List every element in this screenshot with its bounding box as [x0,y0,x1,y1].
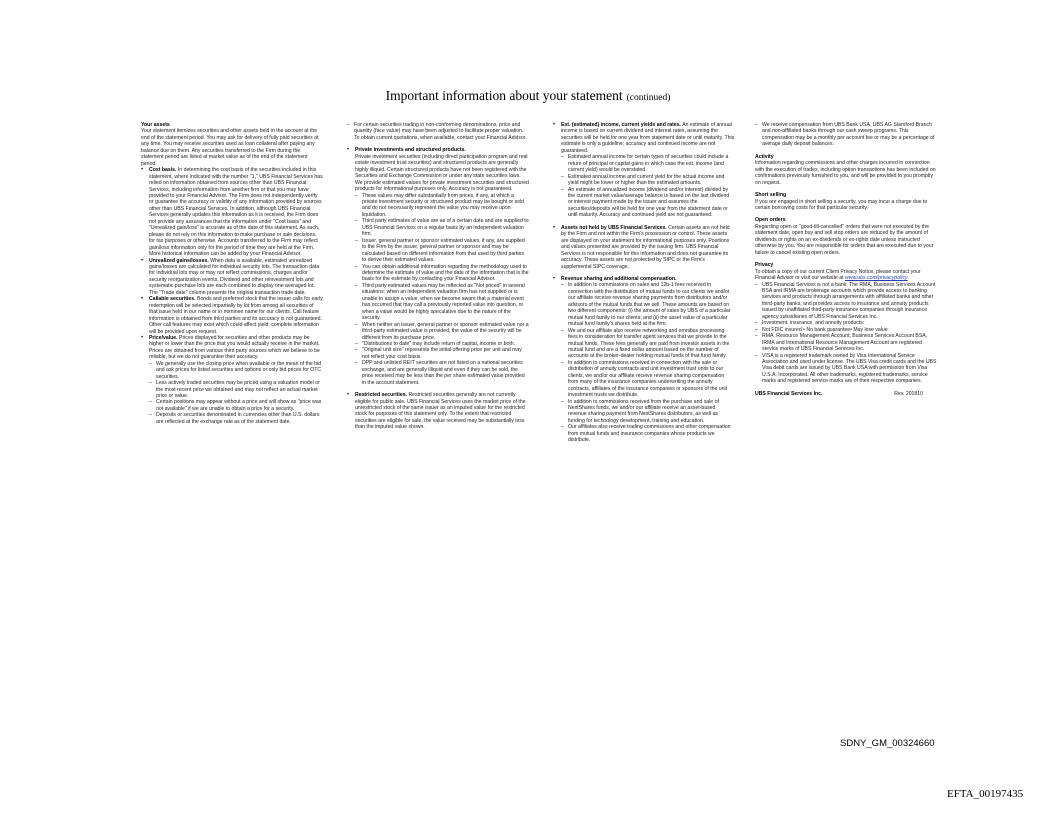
activity-heading: Activity [755,153,774,160]
est-item [553,122,735,154]
private-investments-section [347,147,529,386]
privacy-body: To obtain a copy of our current Client Privacy Notice, please contact your Financial Advisor or visit our website at [755,268,921,282]
list-item: – When neither an issuer, general partner or sponsor estimated value nor a third-party estimated value is provided, the value of the security will be different from its purchase price. [355,322,529,341]
unrealized-text: When data is available, estimated unrealized gains/losses are calculated for individual security lots. The transaction data for individual lots may or may not reflect commissions, charges and/or security reorganization events. Dividend and other reinvestment lots and systematic purchase lots are each combined to display one averaged lot. The "Trade date" column presents the original transaction trade date. [149,257,320,296]
list-item: – In addition to commissions received in connection with the sale or distribution of annuity contracts and unit investment trust units to our clients, we and/or our affiliate receive revenue sharing compensation from many of the insurance companies underwriting the annuity contracts, affiliates of the insurance companies or sponsors of the unit investment trusts we distribute. [561,360,735,399]
price-continued-list [347,122,529,141]
company-footer [755,391,923,397]
activity-section [755,154,937,186]
open-orders-text: Regarding open or "good-till-cancelled" orders that were not executed by the statement date, open buy and sell stop orders are reduced by the amount of dividends or rights on an ex-dividends or ex-rights date unless instructed otherwise by you. You are responsible for orders that are executed due to your failure to cancel existing open orders. [755,223,934,256]
list-item: – VISA is a registered trademark owned by Visa International Service Association and used under license. The UBS Visa credit cards and the UBS Visa debit cards are issued by UBS Bank USA with permission from Visa U.S.A. Incorporated. All other trademarks, registered trademarks, service marks and registered service marks are of their respective companies. [755,353,937,385]
list-item: – "Original unit size" represents the initial offering price per unit and may not reflect your cost basis. [355,347,529,360]
private-lead: Private investments and structured products. [355,147,466,154]
revenue-lead: Revenue sharing and additional compensation. [561,275,677,282]
short-selling-section [755,192,937,211]
list-item: – UBS Financial Services is not a bank. The RMA, Business Services Account BSA and IRMA are brokerage accounts which provide access to banking services and products through arrangements with affiliated banks and other third-party banks, and provides access to insurance and annuity products issued by unaffiliated third-party insurance companies through insurance agency subsidiaries of UBS Financial Services Inc. [755,282,937,321]
your-assets-intro: Your statement itemizes securities and other assets held in the account at the end of the statement period. You may ask for delivery of fully paid securities at any time. You may receive securities used as loan collateral after paying any balance due on them. Any securities transferred to the Firm during the statement period are listed at market value as of the end of the statement period. [141,128,319,167]
private-item [347,147,529,192]
private-dash-list [355,193,529,387]
revision-label: Rev. 201810 [894,390,923,397]
list-item: – These values may differ substantially from prices, if any, at which a private investment security or structured product may be bought or sold and do not necessarily represent the value you may receive upon liquidation. [355,193,529,219]
short-selling-heading: Short selling [755,192,787,199]
est-lead: Est. (estimated) income, current yields and rates. [561,122,681,128]
assets-item [553,225,735,270]
title-text: Important information about your statement [385,88,623,103]
list-item: – We generally use the closing price when available or the mean of the bid and ask prices for listed securities and options or only bid prices for OTC securities. [149,361,323,380]
list-item: – Estimated annual income for certain types of securities could include a return of principal or capital gains in which case the est. income (and current yield) would be overstated. [561,154,735,173]
column-3 [553,122,735,450]
privacy-dash-list [755,282,937,385]
restricted-item [347,392,529,431]
column-4 [755,122,937,397]
cost-basis-text: In determining the cost basis of the securities included in this statement, where indicated with the number "1," UBS Financial Services has relied on information obtained from sources other than UBS Financial Services, including information from another firm or that you may have provided to your Financial Advisor. The Firm does not independently verify or guarantee the accuracy or validity of any information provided by sources other than UBS Financial Services. In addition, although UBS Financial Services generally updates this information as it is received, the Firm does not provide any assurances that the information under "Cost basis" and "Unrealized gain/loss" is accurate as of the date of this statement. As such, please do not rely on this information to make purchase or sale decisions, for tax purposes or otherwise. Accounts transferred to the Firm may reflect gain/loss information only for the period of time they are held at the Firm. More historical information can be added by your Financial Advisor. [149,167,323,258]
column-1 [141,122,323,431]
estimated-income-section [553,122,735,219]
your-assets-bullets [141,167,323,361]
callable-item [141,296,323,335]
list-item: – We and our affiliate also receive networking and omnibus processing fees in consideration for transfer agent services that we provide to the mutual funds. These fees generally are paid from investor assets in the mutual fund and are a fixed dollar amount based on the number of accounts at the broker-dealer holding mutual funds of that fund family. [561,328,735,360]
assets-lead: Assets not held by UBS Financial Services. [561,224,667,231]
list-item: – Certain positions may appear without a price and will show as "price was not available" if we are unable to obtain a price for a security. [149,399,323,412]
page-title [0,88,1056,104]
list-item: – For certain securities trading in non-conforming denominations, price and quantity (face value) may have been adjusted to facilitate proper valuation. To obtain current quotations, when available, contact your Financial Advisor. [347,122,529,141]
activity-text: Information regarding commissions and other charges incurred in connection with the execution of trades, including option transactions has been included on confirmations previously furnished to you, and will be provided to you promptly on request. [755,160,936,186]
restricted-section [347,392,529,431]
column-2 [347,122,529,437]
price-lead: Price/value. [149,334,178,341]
restricted-bullet-list [347,392,529,431]
privacy-text [755,269,937,282]
bates-number-efta: EFTA_00197435 [947,788,1024,800]
price-text: Prices displayed for securities and other products may be higher or lower than the price that you would actually receive in the market. Prices are obtained from various third party sources which we believe to be reliable, but we do not guarantee their accuracy. [149,334,320,361]
your-assets-heading: Your assets [141,122,170,128]
list-item: – "Distributions to date" may include return of capital, income or both. [355,341,529,347]
open-orders-heading: Open orders [755,217,786,224]
list-item: – Less actively traded securities may be priced using a valuation model or the most recent price we obtained and may not reflect an actual market price or value. [149,380,323,399]
short-selling-text: If you are engaged in short selling a security, you may incur a charge due to certain borrowing costs for that particular security. [755,198,928,211]
title-continued: (continued) [626,93,671,103]
unrealized-item [141,258,323,297]
privacy-policy-link[interactable]: www.ubs.com/privacypolicy [845,275,908,282]
private-text: Private investment securities (including direct participation program and real estate investment trust securities) and structured products are generally highly illiquid. Certain structured products have not been registered with the Securities and Exchange Commission or under any state securities laws. We provide estimated values for private investment securities and structured products for informational purposes only. Accuracy is not guaranteed. [355,153,529,193]
list-item: – Third party estimated values may be reflected as "Not priced" in several situations: when an independent valuation firm has not supplied or is unable to assign a value, when we become aware that a material event has occurred that may call a previously reported value into question, or when a value would be highly speculative due to the nature of the security. [355,283,529,322]
bates-number-sdny: SDNY_GM_00324660 [840,738,935,749]
list-item: – We receive compensation from UBS Bank USA, UBS AG Stamford Branch and non-affiliated banks through our cash sweep programs. This compensation may be a monthly per account fee or may be a percentage of average daily deposit balances. [755,122,937,148]
list-item: – DPP and unlisted REIT securities are not listed on a national securities exchange, and are generally illiquid and even if they can be sold, the price received may be less than the per share estimated value provided in the account statement. [355,360,529,386]
private-bullet-list [347,147,529,192]
list-item: – Our affiliates also receive trading commissions and other compensation from mutual funds and insurance companies whose products we distribute. [561,424,735,443]
est-dash-list [561,154,735,219]
revenue-sharing-section [553,276,735,444]
restricted-lead: Restricted securities. [355,392,408,399]
unrealized-lead: Unrealized gains/losses. [149,257,209,264]
privacy-section [755,262,937,385]
list-item: – You can obtain additional information regarding the methodology used to determine the estimate of value and the date of the information that is the basis for the estimate by contacting your Financial Advisor. [355,264,529,283]
list-item: – Issuer, general partner or sponsor estimated values, if any, are supplied to the Firm by the issuer, general partner or sponsor and may be calculated based on different information from that used by third parties to derive their estimated values. [355,238,529,264]
price-continued-section [347,122,529,141]
revenue-dash-list [561,282,735,443]
callable-lead: Callable securities. [149,296,196,303]
list-item: – RMA. Resource Management Account, Business Services Account BSA, IRMA and International Resource Management Account are registered service marks of UBS Financial Services Inc. [755,333,937,352]
list-item: – In addition to commissions received from the purchase and sale of NextShares funds, we and/or our affiliate receive an asset-based revenue sharing payment from NextShares distributors, as well as funding for technology development, training and education. [561,399,735,425]
privacy-heading: Privacy [755,262,774,269]
price-item [141,335,323,361]
assets-not-held-section [553,225,735,270]
cost-basis-lead: Cost basis. [149,167,177,174]
your-assets-section [141,122,323,425]
callable-text: Bonds and preferred stock that the issuer calls for early redemption will be selected impartially by lot from among all securities of that issue held in our name or in nominee name for our clients. Call feature information is obtained from third parties and its accuracy is not guaranteed. Other call features may exist which could affect yield; complete information will be provided upon request. [149,296,323,335]
revenue-continued-section [755,122,937,148]
price-dash-list [149,361,323,426]
open-orders-section [755,217,937,256]
assets-text: Certain assets are not held by the Firm and not within the Firm's possession or control. These assets are displayed on your statement for informational purposes only. Positions and values presented are provided by the issuing firm. UBS Financial Services is not responsible for this information and does not guarantee its accuracy. These assets are not protected by SIPC or the Firm's supplemental SIPC coverage. [561,224,730,270]
list-item: – Estimated annual income and current yield for the actual income and yield might be lower or higher than the estimated amounts. [561,174,735,187]
restricted-text: Restricted securities generally are not currently eligible for public sale. UBS Financial Services uses the market price of the unrestricted stock of the same issuer as an imputed value for the restricted stock for purposes of this statement only. To the extent that restricted securities are eligible for sale, the value received may be substantially less than the imputed value shown. [355,392,526,431]
list-item: – Third party estimates of value are as of a certain date and are supplied to UBS Financial Services on a regular basis by an independent valuation firm. [355,218,529,237]
est-bullet-list [553,122,735,154]
list-item: – Investment, insurance, and annuity products: [755,320,937,326]
list-item: – Not FDIC insured • No bank guarantee• May lose value [755,327,937,333]
est-text: An estimate of annual income is based on current dividend and interest rates, assuming the securities will be held for one year from statement date or until maturity. This estimate is only a guideline; accuracy and continued income are not guaranteed. [561,122,735,154]
cost-basis-item [141,167,323,257]
list-item: – Deposits or securities denominated in currencies other than U.S. dollars are reflected at the exchange rate as of the statement date. [149,412,323,425]
assets-bullet-list [553,225,735,270]
company-name: UBS Financial Services Inc. [755,390,823,397]
revenue-continued-list [755,122,937,148]
list-item: – In addition to commissions on sales and 12b-1 fees received in connection with the distribution of mutual funds to our clients we and/or our affiliate receive revenue sharing payments from distributors and/or advisors of the mutual funds that we sell. These amounts are based on two different components: (i) the amount of sales by UBS of a particular mutual fund family to our clients; and (ii) the asset value of a particular mutual fund family's shares held at the firm. [561,282,735,327]
list-item: – An estimate of annualized income (dividend and/or interest) divided by the current market value/average balance is based on the last dividend or interest payment made by the issuer and assumes the securities/deposits will be held for one year from the statement date or until maturity. Accuracy and continued yield are not guaranteed. [561,187,735,219]
